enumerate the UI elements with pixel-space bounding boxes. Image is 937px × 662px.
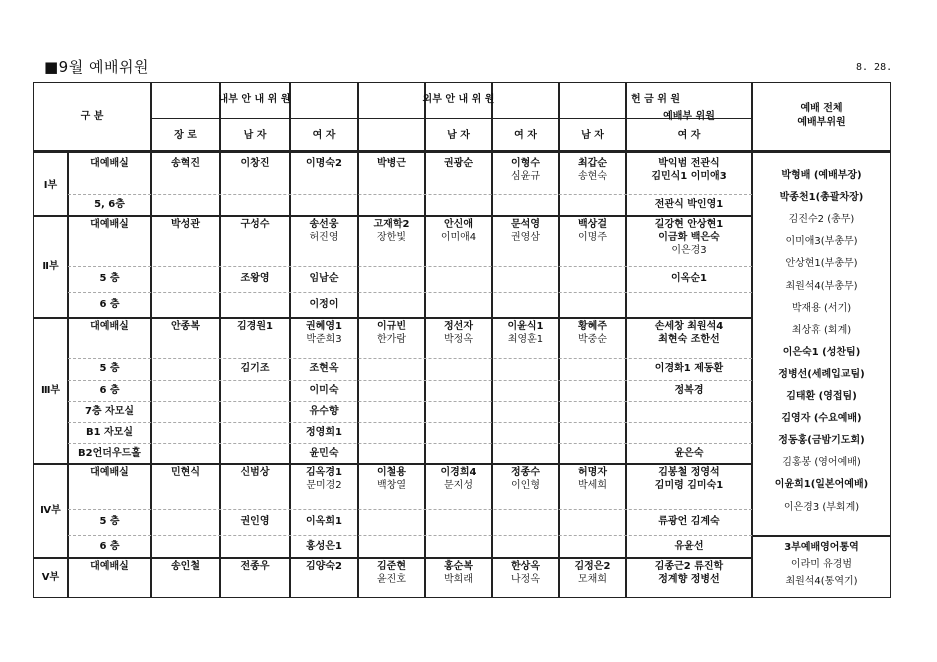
person-name: 허진영: [309, 232, 339, 243]
location-label: 5 층: [99, 516, 120, 527]
committee-member: 전관식 박인영1: [654, 199, 724, 210]
location-label: B1 자모실: [85, 426, 134, 438]
person-name: 박세희: [578, 480, 607, 491]
row-divider: [68, 509, 752, 510]
english-interp-name: 최원석4(통역기): [785, 576, 858, 587]
part-label: Ⅰ부: [43, 179, 58, 191]
person-name: 이명주: [578, 232, 607, 243]
header-female: 여 자: [514, 130, 537, 141]
all-committee-member: 김진수2 (총무): [788, 214, 855, 226]
header-male: 남 자: [581, 130, 604, 141]
header-inner-usher: 내부 안 내 위 원: [218, 94, 291, 105]
body-column-rule: [150, 152, 151, 598]
person-name: 최영훈1: [507, 334, 544, 345]
location-label: 6 층: [99, 540, 120, 552]
committee-member: 유윤선: [674, 540, 704, 552]
person-name: 이창진: [240, 158, 270, 169]
person-name: 최갑순: [578, 158, 607, 169]
person-name: 문석영: [511, 219, 540, 230]
all-committee-member: 안상현1(부총무): [785, 258, 858, 270]
all-committee-member: 최원석4(부총무): [785, 280, 858, 292]
person-name: 이미애4: [440, 232, 477, 243]
person-name: 이규빈: [377, 321, 406, 332]
location-label: B2언더우드홀: [78, 447, 141, 459]
body-column-rule: [219, 152, 220, 598]
part-label: Ⅱ부: [42, 261, 59, 272]
person-name: 심윤규: [511, 171, 540, 182]
english-interp-name: 이라미 유경범: [790, 559, 853, 570]
committee-member: 류광언 김계숙: [658, 516, 720, 527]
person-name: 조현옥: [309, 363, 339, 374]
person-name: 안종복: [171, 321, 200, 332]
all-committee-member: 김영자 (수요예배): [781, 413, 862, 425]
person-name: 이철용: [377, 467, 406, 478]
part-separator: [33, 215, 752, 217]
person-name: 이경희4: [440, 467, 477, 478]
header-column-rule: [751, 82, 752, 152]
person-name: 박준희3: [306, 334, 342, 345]
location-label: 대예배실: [90, 467, 129, 478]
row-divider: [68, 194, 752, 195]
committee-member: 이은경3: [671, 245, 707, 256]
person-name: 정종수: [511, 467, 540, 478]
location-label: 7층 자모실: [84, 405, 135, 417]
header-gubun: 구 분: [80, 111, 104, 122]
person-name: 이형수: [511, 158, 540, 169]
person-name: 민현식: [171, 467, 200, 478]
person-name: 한상옥: [511, 561, 540, 572]
all-committee-member: 이윤희1(일본어예배): [774, 479, 869, 491]
header-elder: 장 로: [174, 130, 197, 141]
location-label: 대예배실: [90, 321, 129, 332]
person-name: 이인형: [511, 480, 540, 491]
person-name: 김준현: [377, 561, 406, 572]
header-male: 남 자: [243, 130, 267, 141]
committee-member: 이금화 백은숙: [658, 232, 720, 243]
header-outer-usher: 외부 안 내 위 원: [422, 94, 495, 105]
person-name: 홍성은1: [306, 540, 342, 552]
row-divider: [68, 401, 752, 402]
row-divider: [68, 266, 752, 267]
row-divider: [68, 292, 752, 293]
location-label: 6 층: [99, 384, 120, 396]
all-committee-member: 김홍봉 (영어예배): [782, 457, 861, 469]
person-name: 권광순: [444, 158, 473, 169]
header-female: 여 자: [677, 130, 701, 141]
location-label: 대예배실: [90, 158, 129, 169]
person-name: 한가람: [377, 334, 406, 345]
person-name: 황혜주: [578, 321, 607, 332]
committee-member: 정복경: [674, 384, 704, 396]
person-name: 이미숙: [309, 384, 339, 396]
person-name: 권영삼: [511, 232, 540, 243]
committee-member: 박익범 전관식: [658, 158, 720, 169]
person-name: 권혜영1: [306, 321, 342, 332]
part-separator: [33, 463, 752, 465]
person-name: 송인철: [171, 561, 200, 572]
all-committee-member: 박형배 (예배부장): [781, 170, 862, 181]
english-interp-title: 3부예배영어통역: [784, 542, 859, 553]
person-name: 백창열: [377, 480, 406, 491]
person-name: 임남순: [309, 273, 339, 284]
person-name: 박병근: [377, 158, 406, 169]
committee-member: 김종근2 류진학: [654, 561, 724, 572]
person-name: 이정이: [309, 299, 339, 310]
committee-member: 이옥순1: [671, 273, 707, 284]
person-name: 박중순: [578, 334, 607, 345]
person-name: 송현숙: [578, 171, 607, 182]
row-divider: [68, 422, 752, 423]
row-divider: [68, 443, 752, 444]
person-name: 김기조: [240, 363, 270, 374]
committee-member: 김봉철 정영석: [658, 467, 720, 478]
person-name: 전종우: [240, 561, 270, 572]
person-name: 김양숙2: [306, 561, 342, 572]
row-divider: [68, 358, 752, 359]
person-name: 정영희1: [306, 426, 342, 438]
person-name: 이명숙2: [306, 158, 342, 169]
person-name: 나정옥: [511, 574, 540, 585]
person-name: 권인영: [240, 516, 270, 527]
all-committee-member: 김태환 (영접팀): [786, 391, 857, 402]
row-divider: [68, 535, 752, 536]
all-committee-member: 이미애3(부총무): [785, 236, 858, 248]
header-worship-committee: 예배부 위원: [663, 111, 715, 122]
location-label: 5, 6층: [94, 199, 125, 210]
all-committee-member: 최상휴 (회계): [791, 324, 852, 336]
committee-member: 김미령 김미숙1: [654, 480, 724, 491]
person-name: 허명자: [578, 467, 607, 478]
person-name: 송혁진: [171, 158, 200, 169]
part-label: Ⅴ부: [41, 572, 60, 583]
committee-member: 손세창 최원석4: [654, 321, 724, 332]
person-name: 박성관: [171, 219, 200, 230]
header-female: 여 자: [312, 130, 336, 141]
person-name: 윤민숙: [309, 447, 339, 459]
all-committee-member: 박종천1(총괄차장): [779, 192, 864, 204]
all-committee-member: 정동홍(금밤기도회): [778, 435, 865, 447]
header-all-worship: 예배부위원: [797, 117, 846, 128]
person-name: 김경원1: [237, 321, 273, 332]
all-committee-member: 이은숙1 (성찬팀): [782, 346, 861, 358]
person-name: 고재학2: [373, 219, 410, 230]
header-all-worship: 예배 전체: [800, 103, 843, 114]
person-name: 홍순복: [444, 561, 473, 572]
location-label: 5 층: [99, 273, 120, 284]
person-name: 유수향: [309, 405, 339, 417]
location-label: 6 층: [99, 299, 120, 310]
person-name: 이옥희1: [306, 516, 342, 527]
person-name: 박희래: [444, 574, 473, 585]
person-name: 장한빛: [377, 232, 406, 243]
location-label: 대예배실: [90, 219, 129, 230]
location-label: 대예배실: [90, 561, 129, 572]
part-label: Ⅲ부: [40, 385, 61, 396]
person-name: 박정옥: [444, 334, 473, 345]
header-offering: 헌 금 위 원: [630, 94, 681, 105]
header-bottom-rule: [33, 150, 891, 153]
person-name: 구성수: [240, 219, 270, 230]
person-name: 백상걸: [578, 219, 607, 230]
person-name: 문지성: [444, 480, 473, 491]
row-divider: [68, 380, 752, 381]
body-column-rule: [751, 152, 752, 598]
part-separator: [33, 557, 752, 559]
person-name: 김옥경1: [306, 467, 342, 478]
committee-member: 이경화1 제동환: [654, 363, 724, 374]
person-name: 안신애: [444, 219, 473, 230]
committee-member: 김민식1 이미애3: [651, 171, 727, 182]
person-name: 이윤식1: [507, 321, 544, 332]
committee-member: 정계향 정병선: [658, 574, 720, 585]
date-label: 8. 28.: [856, 62, 893, 73]
person-name: 송선웅: [309, 219, 339, 230]
person-name: 김정은2: [574, 561, 611, 572]
person-name: 조왕영: [240, 273, 270, 284]
committee-member: 윤은숙: [674, 447, 704, 459]
right-separator: [752, 535, 891, 537]
all-committee-member: 박재용 (서기): [791, 302, 852, 314]
part-label: Ⅳ부: [40, 505, 61, 516]
person-name: 윤진호: [377, 574, 406, 585]
person-name: 문미경2: [306, 480, 342, 491]
person-name: 모채희: [578, 574, 607, 585]
person-name: 정선자: [444, 321, 473, 332]
location-label: 5 층: [99, 363, 120, 374]
header-male: 남 자: [447, 130, 470, 141]
person-name: 신범상: [240, 467, 270, 478]
committee-member: 길강현 안상현1: [654, 219, 724, 230]
all-committee-member: 정병선(세례입교팀): [778, 368, 865, 380]
part-separator: [33, 317, 752, 319]
committee-member: 최현숙 조한선: [658, 334, 720, 345]
all-committee-member: 이은경3 (부회계): [783, 501, 860, 513]
page-title: ■9월 예배위원: [44, 58, 149, 76]
